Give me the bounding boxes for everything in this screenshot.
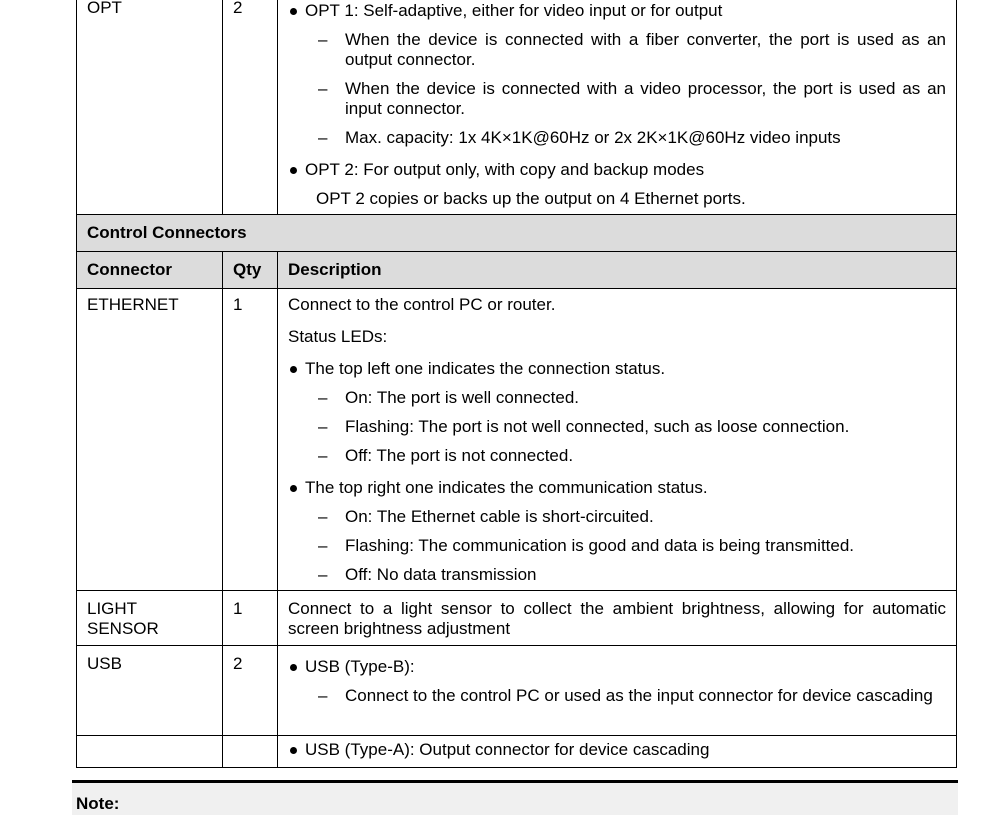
opt2-text: OPT 2 copies or backs up the output on 4 Ethernet ports. bbox=[316, 189, 746, 208]
description-cell bbox=[278, 736, 957, 768]
section-title: Control Connectors bbox=[77, 215, 957, 252]
qty-value: 2 bbox=[233, 654, 243, 673]
opt1-sub-item: – Max. capacity: 1x 4K×1K@60Hz or 2x 2K×1K@60Hz video inputs bbox=[288, 128, 946, 148]
qty-value: 1 bbox=[233, 599, 243, 618]
table-row-usb-continued bbox=[77, 736, 957, 768]
connector-name: LIGHT SENSOR bbox=[87, 599, 159, 638]
note-label: Note: bbox=[76, 794, 120, 813]
section-band bbox=[77, 215, 957, 252]
connector-name: ETHERNET bbox=[87, 295, 179, 314]
table-header-row bbox=[77, 252, 957, 289]
qty-cell bbox=[223, 646, 278, 736]
ethernet-sub-item: – Off: No data transmission bbox=[288, 565, 946, 585]
connector-name: OPT bbox=[87, 0, 122, 17]
qty-cell bbox=[223, 0, 278, 215]
header-connector: Connector bbox=[77, 252, 223, 289]
ethernet-sub-item: – On: The Ethernet cable is short-circuited. bbox=[288, 507, 946, 527]
opt1-sub-item: – When the device is connected with a video processor, the port is used as an input connector. bbox=[288, 79, 946, 119]
description-cell bbox=[278, 289, 957, 591]
ethernet-sub-item: – Flashing: The communication is good and data is being transmitted. bbox=[288, 536, 946, 556]
table-row-ethernet bbox=[77, 289, 957, 591]
note-box bbox=[72, 783, 958, 815]
table-row-usb bbox=[77, 646, 957, 736]
ethernet-bullet: The top right one indicates the communication status. bbox=[288, 478, 946, 498]
usb-sub-item: – Connect to the control PC or used as the input connector for device cascading bbox=[288, 686, 946, 706]
connector-spec-table bbox=[76, 0, 957, 768]
qty-value: 1 bbox=[233, 295, 243, 314]
usb-bullet: USB (Type-B): bbox=[288, 657, 946, 677]
opt2-bullet: OPT 2: For output only, with copy and backup modes bbox=[288, 160, 946, 180]
connector-cell bbox=[77, 646, 223, 736]
ethernet-bullet: The top left one indicates the connection status. bbox=[288, 359, 946, 379]
light-sensor-description: Connect to a light sensor to collect the ambient brightness, allowing for automatic screen brightness adjustment bbox=[288, 599, 946, 638]
qty-cell bbox=[223, 736, 278, 768]
qty-cell bbox=[223, 591, 278, 646]
qty-value: 2 bbox=[233, 0, 243, 17]
ethernet-line: Connect to the control PC or router. bbox=[288, 295, 556, 314]
opt1-bullet: OPT 1: Self-adaptive, either for video input or for output bbox=[288, 1, 946, 21]
ethernet-line: Status LEDs: bbox=[288, 327, 388, 346]
connector-cell bbox=[77, 591, 223, 646]
description-cell bbox=[278, 591, 957, 646]
ethernet-sub-item: – Flashing: The port is not well connected, such as loose connection. bbox=[288, 417, 946, 437]
table-row-light-sensor bbox=[77, 591, 957, 646]
connector-cell bbox=[77, 736, 223, 768]
ethernet-sub-item: – Off: The port is not connected. bbox=[288, 446, 946, 466]
usb-bullet: USB (Type-A): Output connector for device cascading bbox=[288, 740, 946, 760]
connector-cell bbox=[77, 0, 223, 215]
header-description: Description bbox=[278, 252, 957, 289]
connector-cell bbox=[77, 289, 223, 591]
connector-name: USB bbox=[87, 654, 122, 673]
ethernet-sub-item: – On: The port is well connected. bbox=[288, 388, 946, 408]
header-qty: Qty bbox=[223, 252, 278, 289]
opt1-sub-item: – When the device is connected with a fiber converter, the port is used as an output connector. bbox=[288, 30, 946, 70]
description-cell bbox=[278, 0, 957, 215]
table-row-opt bbox=[77, 0, 957, 215]
description-cell bbox=[278, 646, 957, 736]
qty-cell bbox=[223, 289, 278, 591]
